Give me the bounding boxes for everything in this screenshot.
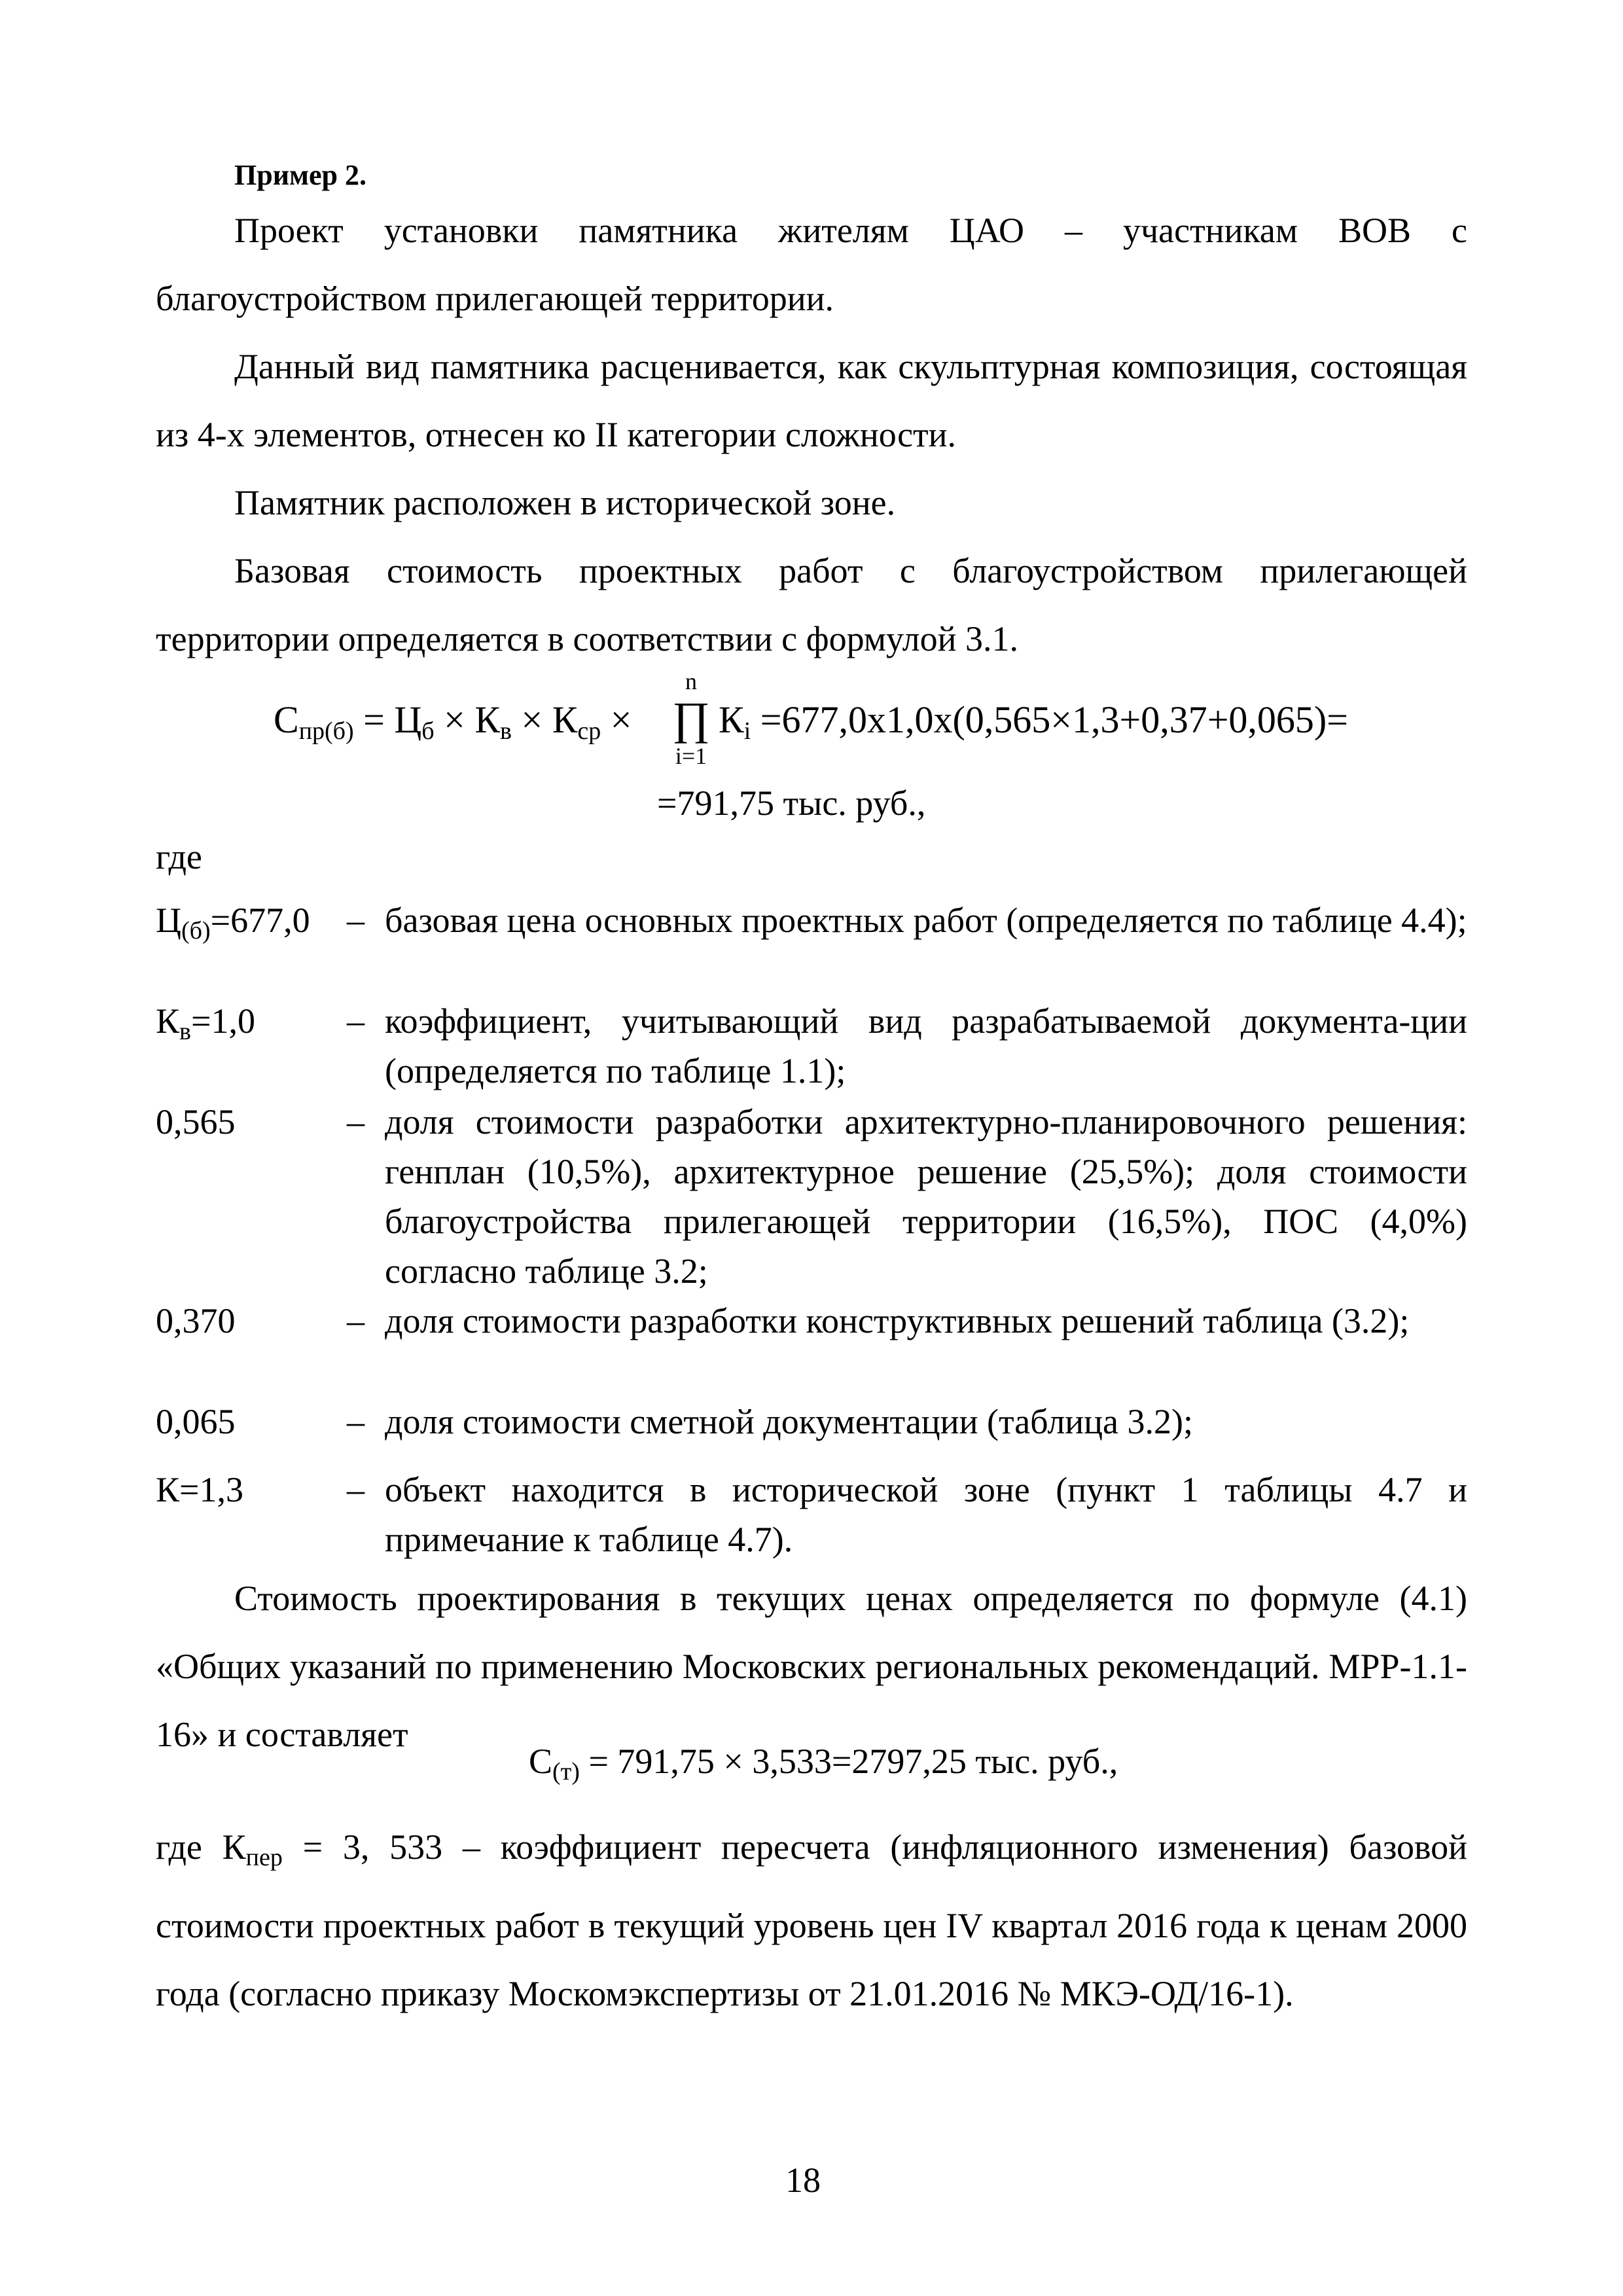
coef-sub: пер: [245, 1844, 283, 1871]
example-heading: Пример 2.: [234, 159, 367, 191]
definition-description: коэффициент, учитывающий вид разрабатываемой документа-ции (определяется по таблице 1.1);: [385, 1001, 1467, 1090]
definition-term: [156, 1296, 347, 1346]
definition-dash: –: [347, 901, 365, 940]
formula-x3: ×: [601, 698, 632, 741]
formula-ts-sub: б: [421, 717, 435, 745]
coef-rest: = 3, 533 – коэффициент пересчета (инфляционного изменения) базовой стоимости проектных работ в текущий уровень цен IV квартал 2016 года к ценам 2000 года (согласно приказу Москомэкспертизы от 21.01.2016 № МКЭ-ОД/16-1).: [156, 1827, 1467, 2013]
paragraph-location-text: Памятник расположен в исторической зоне.: [234, 483, 896, 522]
definition-term-main: К: [156, 1001, 180, 1041]
definition-row: [156, 1097, 1467, 1296]
formula2-c-sub: (т): [552, 1758, 580, 1785]
definition-dash: –: [347, 1470, 365, 1509]
definition-term-main: 0,370: [156, 1301, 236, 1340]
definition-dash: –: [347, 1001, 365, 1041]
definition-description: доля стоимости разработки конструктивных решений таблица (3.2);: [385, 1301, 1410, 1340]
definition-row: [156, 1397, 1467, 1446]
definition-term: [156, 1465, 347, 1564]
definition-row: [156, 996, 1467, 1096]
formula-kcr-sub: ср: [577, 717, 601, 745]
paragraph-base-cost-text: Базовая стоимость проектных работ с благоустройством прилегающей территории определяется в соответствии с формулой 3.1.: [156, 551, 1467, 658]
definition-term-main: Ц: [156, 901, 181, 940]
paragraph-location: [156, 469, 1467, 537]
definition-description: объект находится в исторической зоне (пункт 1 таблицы 4.7 и примечание к таблице 4.7).: [385, 1470, 1467, 1559]
definition-term-main: К=1,3: [156, 1470, 243, 1509]
paragraph-project: [156, 196, 1467, 332]
definition-term-sub: (б): [181, 917, 211, 944]
where-label: где: [156, 837, 202, 876]
paragraph-monument-type-text: Данный вид памятника расценивается, как скульптурная композиция, состоящая из 4-х элементов, отнесен ко II категории сложности.: [156, 347, 1467, 454]
paragraph-current-prices-text: Стоимость проектирования в текущих ценах определяется по формуле (4.1) «Общих указаний по применению Московских региональных рекомендаций. МРР-1.1-16» и составляет: [156, 1579, 1467, 1754]
definition-term: [156, 1397, 347, 1446]
product-lower-limit: i=1: [675, 743, 707, 769]
coef-prefix: где К: [156, 1827, 246, 1867]
formula-rhs-value: =677,0х1,0х(0,565×1,3+0,37+0,065)=: [751, 698, 1348, 741]
paragraph-coefficient: [156, 1813, 1467, 2028]
definition-description: доля стоимости разработки архитектурно-планировочного решения: генплан (10,5%), архитектурное решение (25,5%); доля стоимости благоустройства прилегающей территории (16,5%), ПОС (4,0%) согласно таблице 3.2;: [385, 1102, 1467, 1291]
definition-term-sub: в: [179, 1018, 191, 1045]
definition-description: базовая цена основных проектных работ (определяется по таблице 4.4);: [385, 901, 1467, 940]
formula-eq: = Ц: [353, 698, 422, 741]
formula-x2: × К: [511, 698, 578, 741]
definition-row: [156, 895, 1467, 956]
current-cost-formula: [529, 1741, 1118, 1786]
paragraph-project-text: Проект установки памятника жителям ЦАО – участникам ВОВ с благоустройством прилегающей территории.: [156, 211, 1467, 318]
definition-term-main: 0,565: [156, 1102, 236, 1141]
definition-term: [156, 1097, 347, 1296]
paragraph-monument-type: [156, 332, 1467, 469]
definition-dash: –: [347, 1102, 365, 1141]
formula-c: С: [274, 698, 299, 741]
product-upper-limit: n: [685, 668, 697, 694]
definition-row: [156, 1296, 1467, 1346]
formula-lhs: [274, 698, 632, 745]
paragraph-base-cost: [156, 537, 1467, 673]
base-cost-result: =791,75 тыс. руб.,: [657, 783, 926, 823]
definition-term: [156, 996, 347, 1096]
paragraph-current-prices: [156, 1564, 1467, 1768]
formula-ki-sub: i: [743, 717, 751, 745]
definition-term-value: =677,0: [210, 901, 310, 940]
formula2-rest: = 791,75 × 3,533=2797,25 тыс. руб.,: [579, 1742, 1118, 1781]
formula-x1: × К: [434, 698, 501, 741]
formula2-c: С: [529, 1742, 553, 1781]
formula-k: К: [719, 698, 744, 741]
definition-term: [156, 895, 347, 956]
definition-term-value: =1,0: [190, 1001, 255, 1041]
page-number: 18: [785, 2161, 821, 2200]
definition-row: [156, 1465, 1467, 1564]
definition-description: доля стоимости сметной документации (таблица 3.2);: [385, 1402, 1194, 1441]
product-operator: [671, 668, 711, 770]
formula-kv-sub: в: [500, 717, 512, 745]
product-symbol: ∏: [672, 694, 710, 744]
definition-term-main: 0,065: [156, 1402, 236, 1441]
formula-rhs: [719, 698, 1348, 745]
base-cost-formula: [274, 668, 1425, 772]
definition-dash: –: [347, 1301, 365, 1340]
definition-dash: –: [347, 1402, 365, 1441]
formula-c-sub: пр(б): [298, 717, 354, 745]
